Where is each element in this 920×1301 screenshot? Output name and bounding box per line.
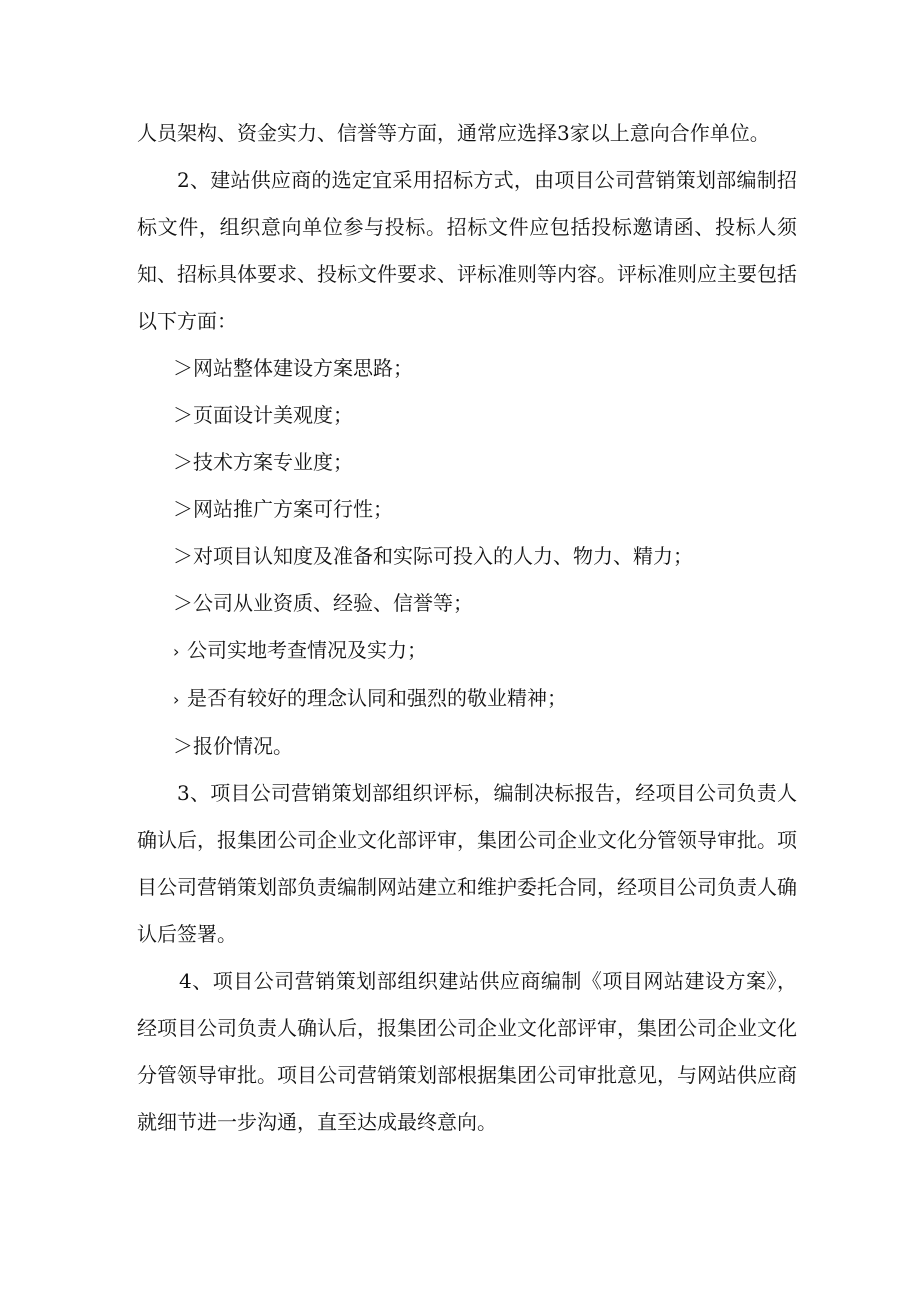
criteria-text: 网站整体建设方案思路； xyxy=(193,356,413,380)
criteria-list xyxy=(137,345,797,770)
bullet-marker: ＞ xyxy=(173,403,193,427)
criteria-item xyxy=(137,392,797,439)
criteria-text: 技术方案专业度； xyxy=(193,450,353,474)
criteria-item xyxy=(137,723,797,770)
criteria-item xyxy=(137,439,797,486)
bullet-marker: › xyxy=(173,690,180,709)
paragraph-intro: 人员架构、资金实力、信誉等方面，通常应选择3家以上意向合作单位。 xyxy=(137,121,770,145)
criteria-item xyxy=(137,580,797,627)
criteria-item xyxy=(137,675,797,723)
bullet-marker: ＞ xyxy=(173,497,193,521)
criteria-text: 网站推广方案可行性； xyxy=(193,497,393,521)
criteria-item xyxy=(137,486,797,533)
paragraph-3: 3、项目公司营销策划部组织评标，编制决标报告，经项目公司负责人确认后，报集团公司企业文化部评审，集团公司企业文化分管领导审批。项目公司营销策划部负责编制网站建立和维护委托合同，经项目公司负责人确认后签署。 xyxy=(137,781,797,946)
bullet-marker: › xyxy=(173,642,180,661)
paragraph-2: 2、建站供应商的选定宜采用招标方式，由项目公司营销策划部编制招标文件，组织意向单位参与投标。招标文件应包括投标邀请函、投标人须知、招标具体要求、投标文件要求、评标准则等内容。评标准则应主要包括以下方面： xyxy=(137,168,797,333)
criteria-text: 对项目认知度及准备和实际可投入的人力、物力、精力； xyxy=(193,544,693,568)
criteria-item xyxy=(137,345,797,392)
criteria-item xyxy=(137,627,797,675)
bullet-marker: ＞ xyxy=(173,544,193,568)
criteria-text: 是否有较好的理念认同和强烈的敬业精神； xyxy=(187,686,567,710)
bullet-marker: ＞ xyxy=(173,450,193,474)
criteria-text: 报价情况。 xyxy=(193,734,293,758)
document-body xyxy=(137,110,797,1146)
criteria-text: 页面设计美观度； xyxy=(193,403,353,427)
criteria-text: 公司从业资质、经验、信誉等； xyxy=(193,591,473,615)
bullet-marker: ＞ xyxy=(173,734,193,758)
criteria-text: 公司实地考查情况及实力； xyxy=(187,638,427,662)
paragraph-4: 4、项目公司营销策划部组织建站供应商编制《项目网站建设方案》，经项目公司负责人确认后，报集团公司企业文化部评审，集团公司企业文化分管领导审批。项目公司营销策划部根据集团公司审批意见，与网站供应商就细节进一步沟通，直至达成最终意向。 xyxy=(137,969,797,1134)
criteria-item xyxy=(137,533,797,580)
bullet-marker: ＞ xyxy=(173,591,193,615)
bullet-marker: ＞ xyxy=(173,356,193,380)
